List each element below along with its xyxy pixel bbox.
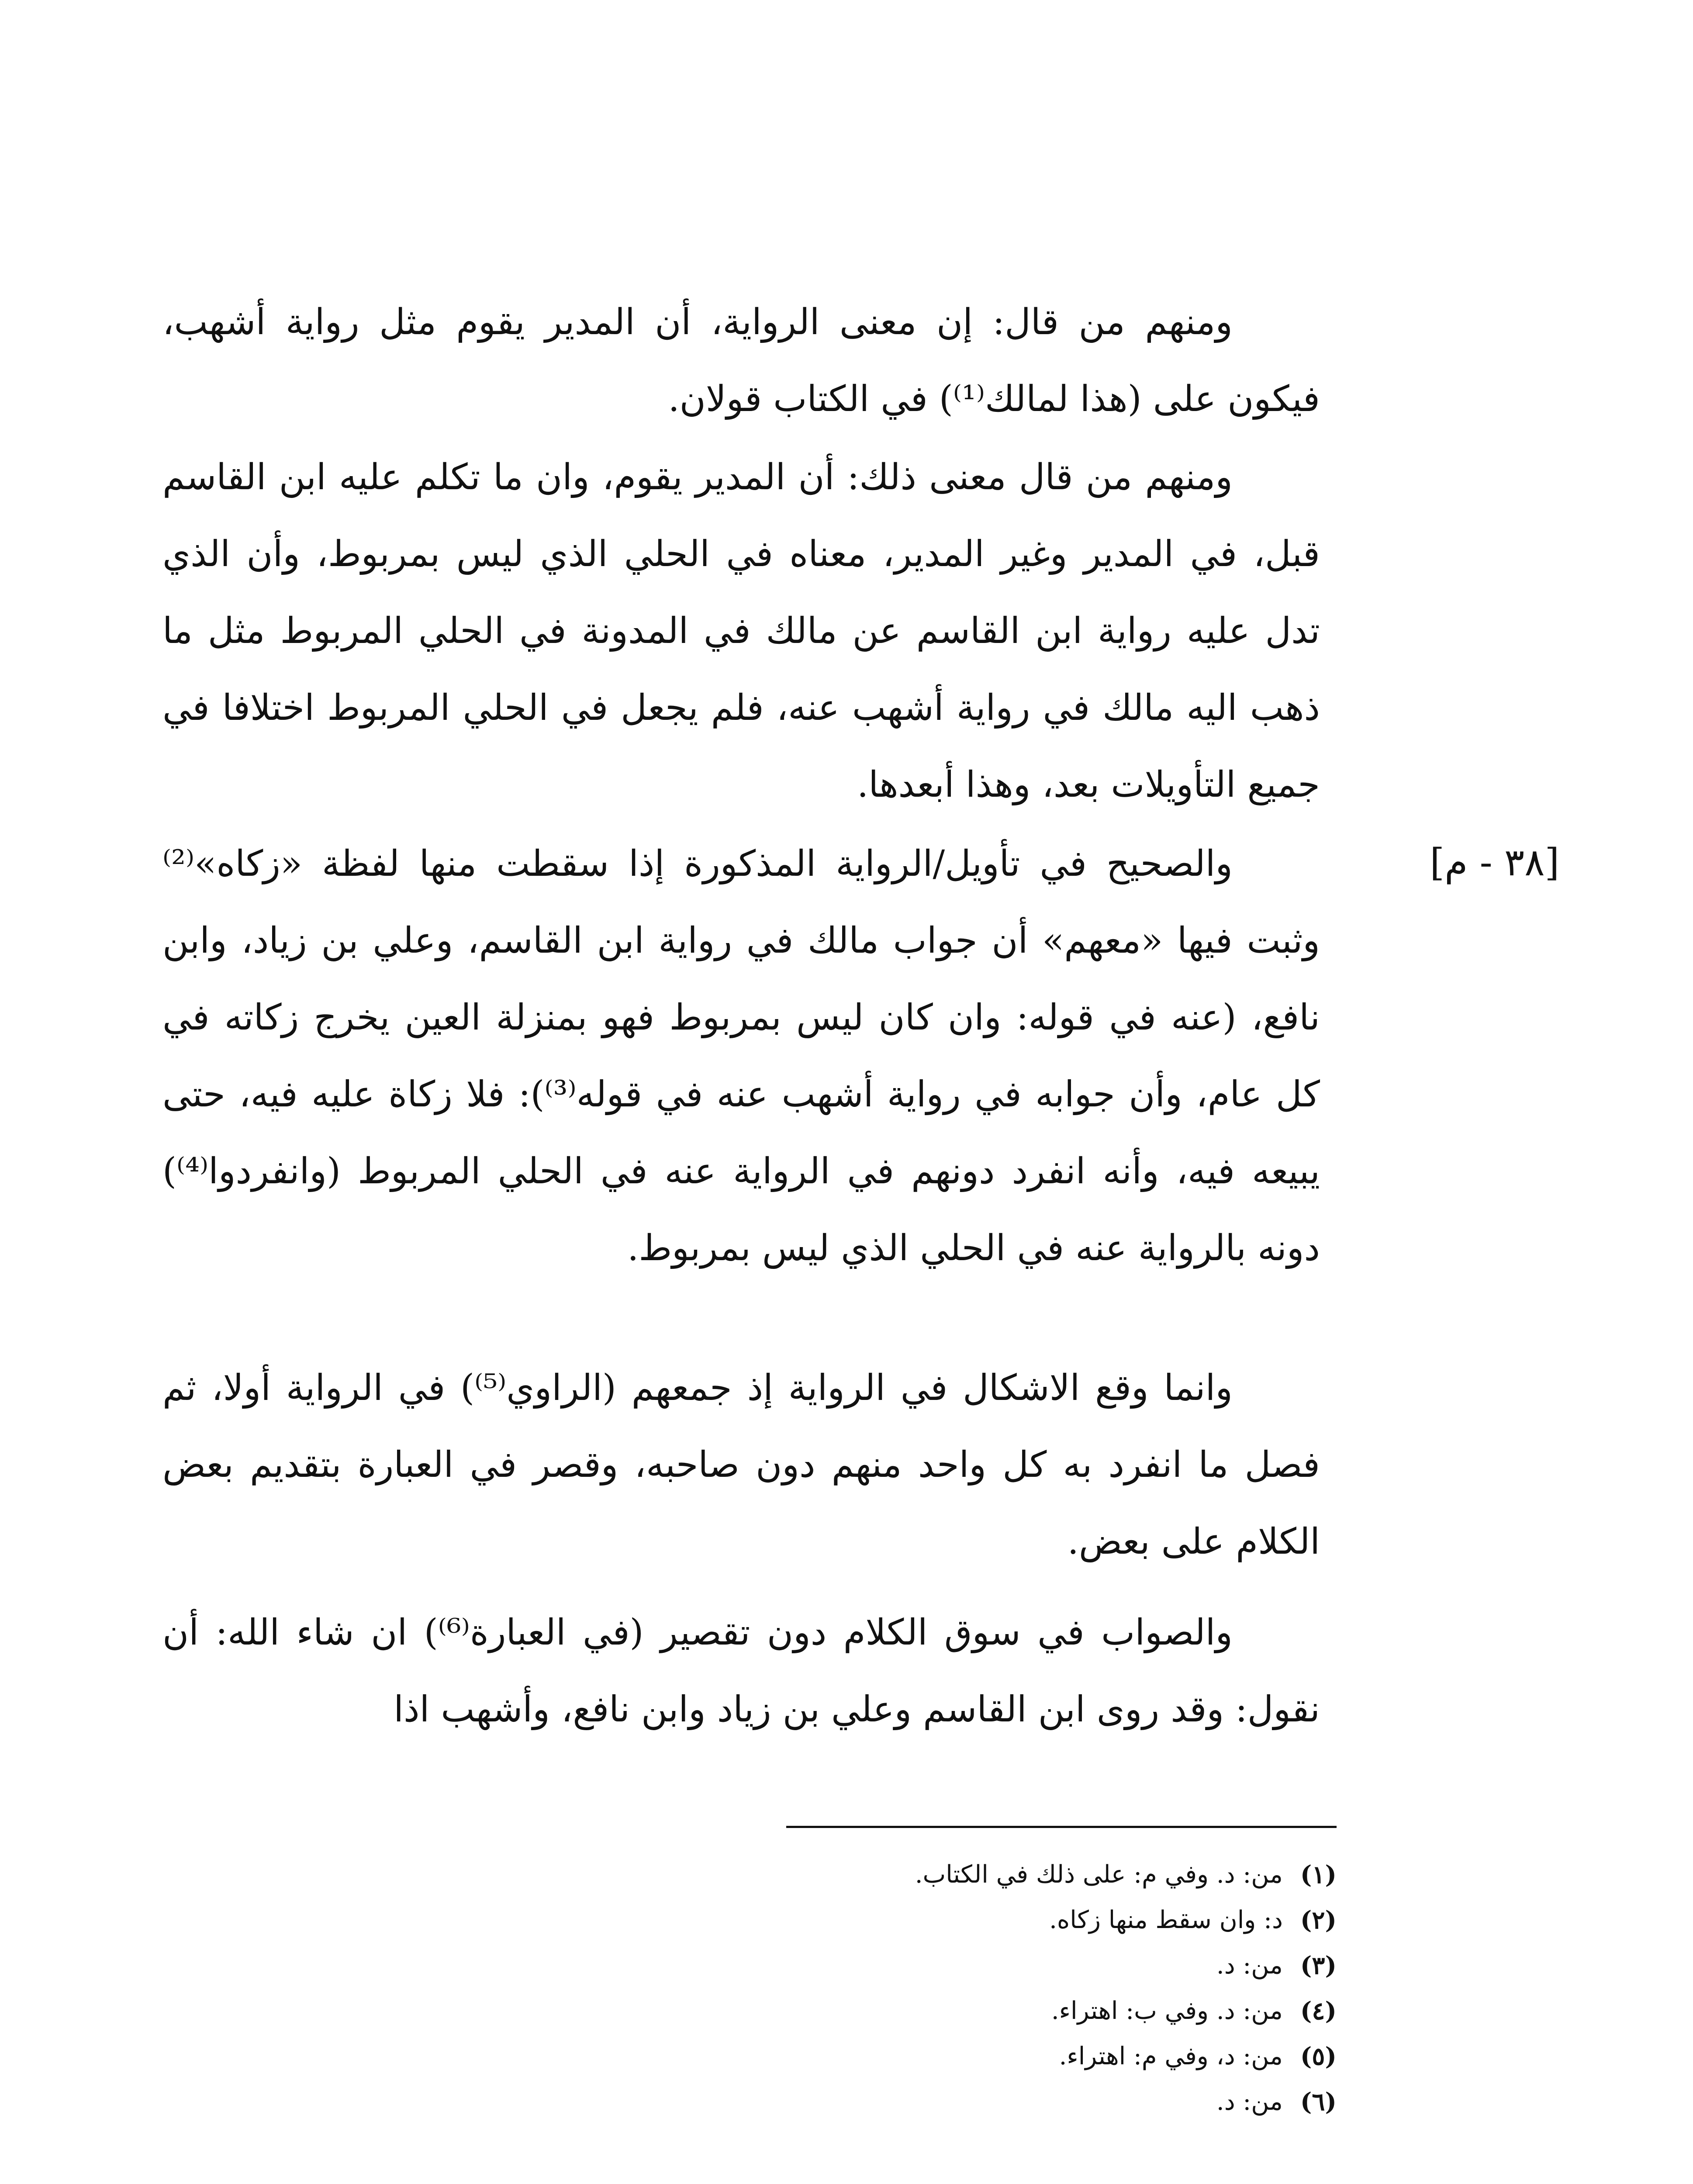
footnote-number: (٥) bbox=[1300, 2042, 1337, 2071]
manuscript-folio-reference: [٣٨ - م] bbox=[1430, 841, 1559, 885]
footnote-number: (٤) bbox=[1300, 1997, 1337, 2025]
footnote-number: (٣) bbox=[1300, 1951, 1337, 1980]
paragraph-1: ومنهم من قال: إن معنى الرواية، أن المدير يقوم مثل رواية أشهب، فيكون على (هذا لمالك⁽¹⁾) في الكتاب قولان. bbox=[162, 301, 1320, 420]
footnote-text: من: د. bbox=[1216, 1951, 1283, 1980]
footnote-item bbox=[830, 1988, 1337, 2034]
footnote-number: (٦) bbox=[1300, 2087, 1337, 2116]
footnote-item bbox=[830, 1897, 1337, 1943]
footnote-item bbox=[830, 1852, 1337, 1897]
footnotes-list bbox=[830, 1852, 1337, 2125]
paragraph-4: وانما وقع الاشكال في الرواية إذ جمعهم (الراوي⁽⁵⁾) في الرواية أولا، ثم فصل ما انفرد به كل واحد منهم دون صاحبه، وقصر في العبارة بتقديم بعض الكلام على بعض. bbox=[162, 1367, 1320, 1562]
footnote-text: د: وان سقط منها زكاه. bbox=[1049, 1906, 1283, 1934]
footnote-text: من: د. وفي م: على ذلك في الكتاب. bbox=[915, 1860, 1283, 1889]
footnote-item bbox=[830, 1943, 1337, 1988]
paragraph-3: والصحيح في تأويل/الرواية المذكورة إذا سقطت منها لفظة «زكاه»⁽²⁾ وثبت فيها «معهم» أن جواب مالك في رواية ابن القاسم، وعلي بن زياد، وابن نافع، (عنه في قوله: وان كان ليس بمربوط فهو بمنزلة العين يخرج زكاته في كل عام، وأن جوابه في رواية أشهب عنه في قوله⁽³⁾): فلا زكاة عليه فيه، حتى يبيعه فيه، وأنه انفرد دونهم في الرواية عنه في الحلي المربوط (وانفردوا⁽⁴⁾) دونه بالرواية عنه في الحلي الذي ليس بمربوط. bbox=[162, 843, 1320, 1269]
footnote-divider bbox=[786, 1826, 1337, 1828]
paragraph-2: ومنهم من قال معنى ذلك: أن المدير يقوم، وان ما تكلم عليه ابن القاسم قبل، في المدير وغير المدير، معناه في الحلي الذي ليس بمربوط، وأن الذي تدل عليه رواية ابن القاسم عن مالك في المدونة في الحلي المربوط مثل ما ذهب اليه مالك في رواية أشهب عنه، فلم يجعل في الحلي المربوط اختلافا في جميع التأويلات بعد، وهذا أبعدها. bbox=[162, 456, 1320, 805]
footnote-text: من: د. bbox=[1216, 2087, 1283, 2116]
footnote-text: من: د. وفي ب: اهتراء. bbox=[1051, 1997, 1283, 2025]
footnote-number: (١) bbox=[1300, 1860, 1337, 1889]
footnote-item bbox=[830, 2034, 1337, 2079]
footnote-item bbox=[830, 2079, 1337, 2125]
paragraph-5: والصواب في سوق الكلام دون تقصير (في العبارة⁽⁶⁾) ان شاء الله: أن نقول: وقد روى ابن القاسم وعلي بن زياد وابن نافع، وأشهب اذا bbox=[162, 1612, 1320, 1730]
footnote-text: من: د، وفي م: اهتراء. bbox=[1059, 2042, 1283, 2070]
footnote-number: (٢) bbox=[1300, 1906, 1337, 1935]
